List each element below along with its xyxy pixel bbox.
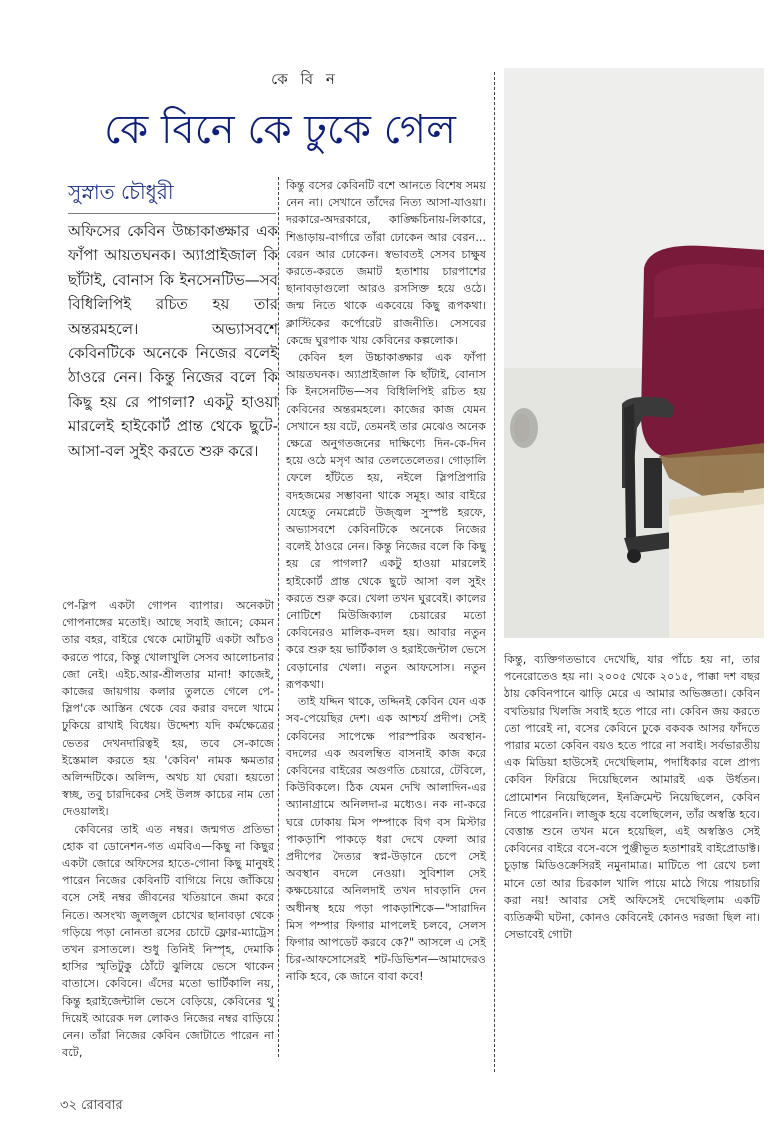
paragraph: কিন্তু বসের কেবিনটি বশে আনতে বিশেষ সময় নেন না। সেখানে তাঁদের নিত্য আসা-যাওয়া। দরকারে-অদরকারে, কাঙ্ক্ষিচিনায়-লিকারে, শিঙাড়ায়-বার্গারে তাঁরা ঢোকেন আর বেরন... বেরন আর ঢোকেন। স্বভাবতই সেসব চাক্ষুষ করতে-করতে জমাট হতাশায় চারপাশের ছানাবড়াগুলো আরও রসসিক্ত হয়ে ওঠে। জন্ম নিতে থাকে একবেয়ে কিছু রূপকথা। ক্লাস্টিকের কর্পোরেট রাজনীতি। সেসবের কেন্দ্রে ঘুরপাক খায় কেবিনের কল্পলোক। (286, 179, 486, 347)
paragraph: কেবিনের তাই এত নম্বর। জন্মগত প্রতিভা হোক বা ডোনেশন-গত এমবিএ—কিছু না কিছুর একটা জোরে অফিসের হাতে-গোনা কিছু মানুষই পারেন নিজের কেবিনটি বাগিয়ে নিয়ে জাঁকিয়ে বসে সেই নম্বর জীবনের খতিয়ানে জমা করে নিতে। অসংখ্য জুলজুল চোখের ছানাবড়া থেকে গড়িয়ে পড়া নোনতা রসের চোটে ফ্লোর-ম্যাট্রেস তখন রসাতলে। শুধু তিনিই নিস্পৃহ, দেমাকি হাসির স্মৃতিটুকু ঠোঁটে ঝুলিয়ে ভেসে থাকেন বাতাসে। কেবিনে। এঁদের মতো ভার্টিকালি নয়, কিন্তু হরাইজেন্টালি ভেসে বেড়িয়ে, কেবিনের থু দিয়েই আরেক দল লোকও নিজের নম্বর বাড়িয়ে নেন। তাঁরা নিজের কেবিন জোটাতে পারেন না বটে, (62, 822, 274, 1060)
intro-text: অফিসের কেবিন উচ্চাকাঙ্ক্ষার এক ফাঁপা আয়তঘনক। অ্যাপ্রাইজাল কি ছাঁটাই, বোনাস কি ইনসেনটিভ—সব বিধিলিপিই রচিত হয় তার অন্তরমহলে। অভ্যাসবশে কেবিনটিকে অনেকে নিজের বলেই ঠাওরে নেন। কিন্তু নিজের বলে কি কিছু হয় রে পাগলা? একটু হাওয়া মারলেই হাইকোর্ট প্রান্ত থেকে ছুটে-আসা-বল সুইং করতে শুরু করে। (68, 222, 278, 460)
headline: কে বিনে কে ঢুকে গেল (104, 107, 456, 153)
paragraph: কেবিন হল উচ্চাকাঙ্ক্ষার এক ফাঁপা আয়তঘনক। অ্যাপ্রাইজাল কি ছাঁটাই, বোনাস কি ইনসেনটিভ—সব বিধিলিপিই রচিত হয় কেবিনের অন্তরমহলে। কাজের কাজ যেমন সেখানে হয় বটে, তেমনই তার মেঝেও অনেক ক্ষেত্রে অনুগতজনের দাক্ষিণ্যে দিন-কে-দিন হয়ে ওঠে মসৃণ আর তেলতেলেতর। গোড়ালি ফেলে হাঁটতে হয়, নইলে স্লিপপ্রিপারি বদহজমের সম্ভাবনা থাকে সমূহ। আর বাইরে যেহেতু নেমপ্লেটে উজ্জ্বল সুস্পষ্ট হরফে, অভ্যাসবশে কেবিনটিকে অনেকে নিজের বলেই ঠাওরে নেন। কিন্তু নিজের বলে কি কিছু হয় রে পাগলা? একটু হাওয়া মারলেই হাইকোর্ট প্রান্ত থেকে ছুটে আসা বল সুইং করতে শুরু করে। খেলা তখন ঘুরবেই। কালের নোটিশে মিউজিক্যাল চেয়ারের মতো কেবিনেরও মালিক-বদল হয়। আবার নতুন করে শুরু হয় ভার্টিকাল ও হরাইজেন্টাল ভেসে বেড়ানোর খেলা। নতুন আফসোস। নতুন রূপকথা। (286, 351, 486, 691)
page-footer: ৩২ রোববার (60, 1098, 123, 1113)
author-rule (68, 213, 276, 214)
column-3 (504, 651, 760, 943)
column-1 (62, 597, 274, 1061)
office-chair-photo-icon (504, 68, 764, 638)
section-label: কে বি ন (271, 70, 339, 88)
paragraph: পে-স্লিপ একটা গোপন ব্যাপার। অনেকটা গোপনাঙ্গের মতোই। আছে সবাই জানে; কেমন তার বহর, বাইরে থেকে মোটামুটি একটা আঁচও করতে পারে, কিন্তু খোলাখুলি সেসব আলোচনার জো নেই। এইচ.আর-শ্রীলতার মানা! কাজেই, কাজের জায়গায় কলার তুলতে গেলে পে-স্লিপ'কে আস্তিন থেকে বের করার বদলে খামে ঢুকিয়ে রাখাই বিধেয়। উদ্দেশ্য যদি কর্মক্ষেত্রের ভেতর দেখনদারিত্বই হয়, তবে সে-কাজে ইস্তেমাল করতে হয় 'কেবিন' নামক ক্ষমতার অলিন্দটিকে। অলিন্দ, অথচ যা ঘেরা। হয়তো স্বচ্ছ, তবু চারদিকের সেই উলঙ্গ কাচের নাম তো দেওয়ালই। (62, 599, 274, 819)
column-2 (286, 177, 486, 986)
paragraph: তাই যদ্দিন থাকে, তদ্দিনই কেবিন যেন এক সব-পেয়েছির দেশ। এক আশ্চর্য প্রদীপ। সেই কেবিনের সাপেক্ষে পারস্পরিক অবস্থান-বদলের এক অবলম্বিত বাসনাই কাজ করে কেবিনের বাইরের অগুণতি চেয়ারে, টেবিলে, কিউবিকলে। ঠিক যেমন দেখি আলাদিন-এর অ্যানাগ্রামে অনিলদা-র মধ্যেও। নক না-করে ঘরে ঢোকায় মিস পম্পাকে বিগ বস মিস্টার পাকড়াশি পাকড়ে ধরা দেখে ফেলা আর প্রদীপের দৈত্যর স্বপ্ন-উড়ানে চেপে সেই অবস্থান বদলে নেওয়া। সুবিশাল সেই কক্ষচেয়ারে অনিলদাই তখন দাবড়ানি দেন অধীনস্থ হয়ে পড়া পাকড়াশিকে—"সারাদিন মিস পম্পার ফিগার মাপলেই চলবে, সেলস ফিগার আপডেট করবে কে?" আসলে এ সেই চির-আফসোসেরই শট-ডিভিশন—আমাদেরও নাকি হবে, কে জানে বাবা কবে! (286, 695, 486, 984)
column-divider-2 (494, 72, 495, 1072)
office-photo (504, 68, 764, 638)
paragraph: কিন্তু, ব্যক্তিগতভাবে দেখেছি, যার পাঁচে হয় না, তার পনেরোতেও হয় না। ২০০৫ থেকে ২০১৫, পাক্কা দশ বছর ঠায় কেবিনপানে ঝাড়ি মেরে এ আমার অভিজ্ঞতা। কেবিন বখতিয়ার খিলজি সবাই হতে পারে না। কেবিন জয় করতে তো পারেই না, বসের কেবিনে ঢুকে বকবক আসর ফাঁদতে পারার মতো কেবিন বয়ও হতে পারে না সবাই। সর্বভারতীয় এক মিডিয়া হাউসেই দেখেছিলাম, পদাধিকার বলে প্রাপ্য কেবিন ফিরিয়ে দিয়েছিলেন আমারই এক উর্ধতন। প্রোমোশন নিয়েছিলেন, ইনক্রিমেন্ট নিয়েছিলেন, কেবিন নিতে পারেননি। লাজুক হয়ে বলেছিলেন, তাঁর অস্বস্তি হবে। বেত্তান্ত শুনে তখন মনে হয়েছিল, এই অস্বস্তিও সেই কেবিনের বাইরে বসে-বসে পুঞ্জীভূত হতাশারই বাইপ্রোডাক্ট। চূড়ান্ত মিডিওক্রেসিরই নমুনামাত্র। মাটিতে পা রেখে চলা মানে তো আর চিরকাল খালি পায়ে মাঠে গিয়ে পায়চারি করা নয়! আবার সেই অফিসেই দেখেছিলাম একটি ব্যতিক্রমী ঘটনা, কোনও কেবিনেই কোনও দরজা ছিল না। সেভাবেই গোটা (504, 653, 760, 942)
author-name: সুস্নাত চৌধুরী (68, 180, 174, 204)
column-divider-1 (278, 177, 279, 1057)
